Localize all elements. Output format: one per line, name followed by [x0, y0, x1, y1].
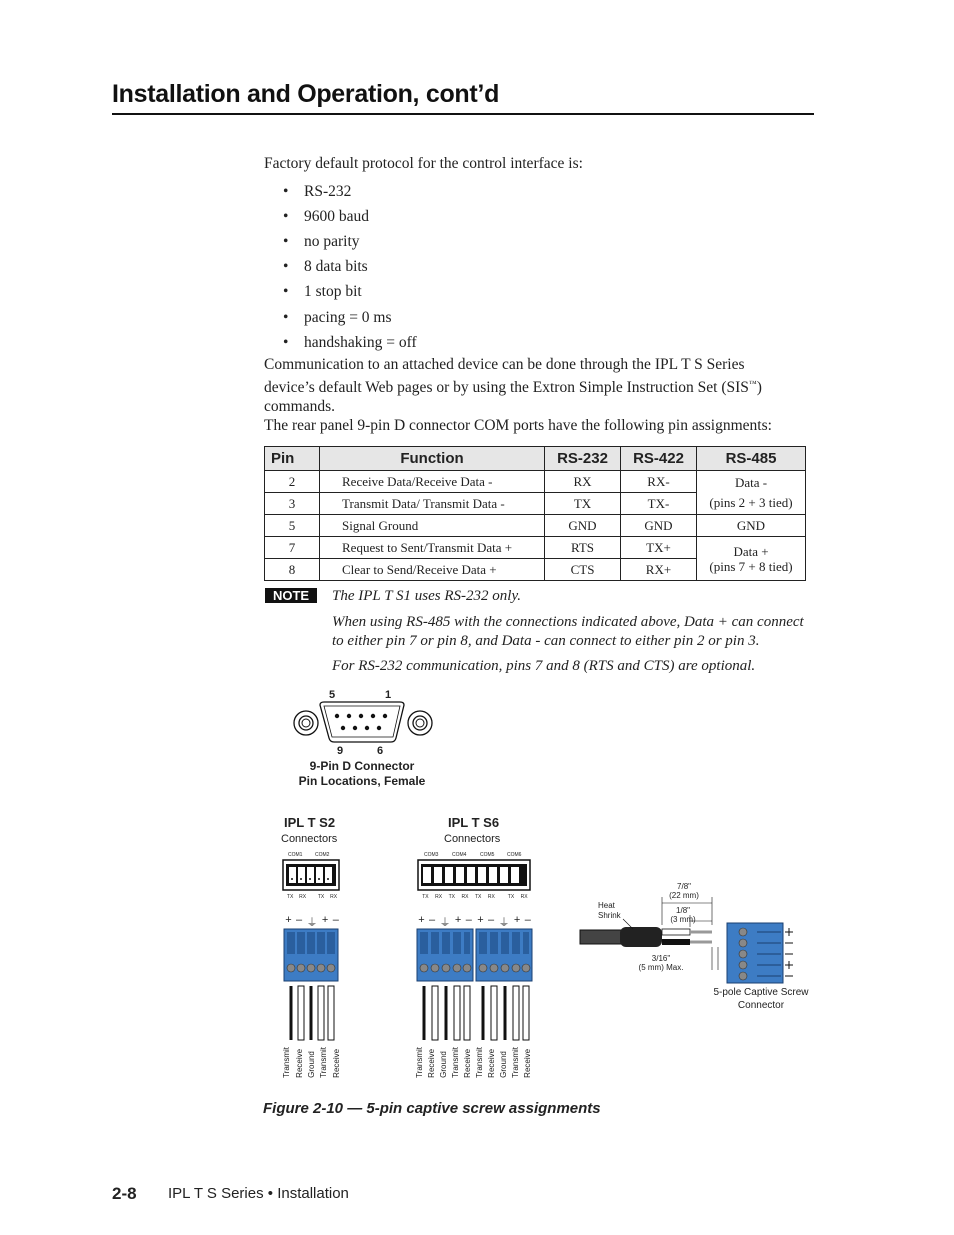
polarity-mark: ⏚ — [498, 917, 510, 929]
pin-label: TX — [507, 894, 515, 900]
trademark-mark: ™ — [748, 379, 757, 388]
note-line-3: For RS-232 communication, pins 7 and 8 (RTS and CTS) are optional. — [332, 658, 756, 674]
label-line: 3/16" — [651, 954, 671, 963]
dsub-pin-5-label: 5 — [329, 689, 336, 701]
wire-prep-diagram — [575, 885, 815, 985]
cell-rs485-data-minus — [697, 471, 806, 515]
s6-pin-labels — [419, 894, 531, 900]
rs485-label: Data + — [733, 543, 769, 559]
label-line: Heat — [598, 901, 615, 910]
dim-7-8-label — [664, 882, 704, 900]
captive-screw-connector-side — [727, 923, 793, 983]
label-line: Connector — [737, 1000, 785, 1011]
note-line-1: The IPL T S1 uses RS-232 only. — [332, 588, 522, 604]
col-header-rs422: RS-422 — [621, 447, 697, 471]
s2-subtitle: Connectors — [281, 833, 338, 845]
polarity-mark: ⏚ — [439, 917, 451, 929]
pin-label: RX — [520, 894, 528, 900]
cell-rs485-gnd: GND — [697, 515, 806, 537]
cell-rs422: RX- — [621, 471, 697, 493]
s2-title: IPL T S2 — [284, 815, 336, 830]
footer-page-number: 2-8 — [112, 1184, 137, 1203]
dsub-shell — [320, 702, 404, 742]
rs485-pins: (pins 2 + 3 tied) — [709, 494, 793, 510]
cell-pin: 5 — [265, 515, 320, 537]
cell-rs422: TX- — [621, 493, 697, 515]
bullet-dot: • — [283, 283, 289, 300]
polarity-mark: – — [296, 914, 303, 926]
bullet-item: RS-232 — [304, 183, 352, 200]
pin-label: RX — [487, 894, 495, 900]
dim-1-8-label — [667, 906, 699, 924]
wire-insulation-bottom — [662, 939, 690, 945]
dsub-caption — [270, 759, 454, 789]
dsub-caption-line: 9-Pin D Connector — [309, 759, 415, 773]
bullet-item: pacing = 0 ms — [304, 309, 392, 326]
wire-label: Receive — [294, 1048, 304, 1078]
note-line: When using RS-485 with the connections indicated above, Data + can connect — [332, 614, 804, 630]
wire-label: Receive — [487, 1048, 496, 1078]
dsub-pin-1-label: 1 — [385, 689, 392, 701]
wire-label: Transmit — [282, 1047, 292, 1078]
para-line-text: device’s default Web pages or by using the Extron Simple Instruction Set (SIS — [264, 379, 749, 397]
label-line: (22 mm) — [669, 891, 699, 900]
col-header-rs485: RS-485 — [697, 447, 806, 471]
polarity-mark: + — [285, 914, 292, 926]
polarity-mark: + — [454, 914, 462, 926]
label-line: 5-pole Captive Screw — [713, 987, 809, 998]
pin-label: RX — [330, 894, 338, 900]
bullet-dot: • — [283, 233, 289, 250]
para-line-close: ) — [756, 379, 762, 397]
cell-function: Receive Data/Receive Data - — [320, 471, 545, 493]
cell-rs422: RX+ — [621, 559, 697, 581]
label-line: (3 mm) — [670, 915, 696, 924]
bullet-dot: • — [283, 334, 289, 351]
footer-text: IPL T S Series • Installation — [168, 1185, 349, 1202]
note-line: to either pin 7 or pin 8, and Data - can connect to either pin 2 or pin 3. — [332, 633, 760, 649]
wire-label: Receive — [523, 1048, 532, 1078]
cell-function: Signal Ground — [320, 515, 545, 537]
wire-label: Receive — [463, 1048, 472, 1078]
rs485-pins: (pins 7 + 8 tied) — [709, 558, 793, 574]
bullet-item: 8 data bits — [304, 258, 368, 275]
cell-function: Request to Sent/Transmit Data + — [320, 537, 545, 559]
col-header-pin: Pin — [265, 447, 320, 471]
bullet-item: 1 stop bit — [304, 283, 362, 300]
wire-label: Ground — [499, 1051, 508, 1078]
cell-rs232: RTS — [545, 537, 621, 559]
polarity-mark: + — [513, 914, 521, 926]
wire-label: Receive — [331, 1048, 341, 1078]
wire-label: Transmit — [475, 1047, 484, 1078]
mount-screw-left — [294, 711, 318, 735]
table-row — [265, 537, 806, 559]
pin-label: RX — [299, 894, 307, 900]
cell-rs485-data-plus — [697, 537, 806, 581]
bullet-dot: • — [283, 208, 289, 225]
s6-com6-label: COM6 — [507, 852, 522, 858]
table-row — [265, 471, 806, 493]
pin-label: TX — [422, 894, 429, 900]
mount-screw-right — [408, 711, 432, 735]
cell-rs422: TX+ — [621, 537, 697, 559]
cell-rs232: TX — [545, 493, 621, 515]
s6-wire-labels-a — [414, 1047, 474, 1078]
label-line: 7/8" — [677, 882, 691, 891]
cell-rs232: CTS — [545, 559, 621, 581]
cell-rs232: RX — [545, 471, 621, 493]
s2-pin-labels — [284, 894, 340, 900]
paragraph-communication — [264, 355, 824, 416]
s6-wire-labels-b — [474, 1047, 534, 1078]
polarity-mark: + — [477, 914, 484, 926]
title-rule — [112, 113, 814, 115]
wire-label: Transmit — [511, 1047, 520, 1078]
s2-rear-panel-block — [282, 858, 340, 892]
intro-text: Factory default protocol for the control interface is: — [264, 155, 583, 172]
wire-label: Ground — [306, 1051, 316, 1078]
s2-com1-label: COM1 — [288, 852, 303, 858]
wire-label: Receive — [427, 1048, 436, 1078]
cell-pin: 8 — [265, 559, 320, 581]
polarity-mark: – — [465, 914, 472, 926]
bullet-item: handshaking = off — [304, 334, 417, 351]
s6-com4-label: COM4 — [452, 852, 467, 858]
cell-pin: 3 — [265, 493, 320, 515]
col-header-rs232: RS-232 — [545, 447, 621, 471]
bullet-item: no parity — [304, 233, 360, 250]
wire-label: Transmit — [451, 1047, 460, 1078]
col-header-function: Function — [320, 447, 545, 471]
note-badge: NOTE — [265, 588, 317, 603]
bullet-dot: • — [283, 183, 289, 200]
pin-label: TX — [448, 894, 455, 900]
bullet-item: 9600 baud — [304, 208, 370, 225]
dim-3-16-label — [631, 954, 691, 972]
wire-label: Ground — [439, 1051, 448, 1078]
s2-com2-label: COM2 — [315, 852, 330, 858]
pin-label: TX — [317, 894, 325, 900]
polarity-mark: – — [429, 914, 436, 926]
label-line: (5 mm) Max. — [638, 963, 684, 972]
s6-com3-label: COM3 — [424, 852, 439, 858]
para-line — [264, 374, 824, 397]
wire-insulation-top — [662, 929, 690, 935]
rs485-label: Data - — [734, 474, 768, 490]
s6-com5-label: COM5 — [480, 852, 495, 858]
s2-captive-connector — [283, 928, 339, 1048]
polarity-mark: – — [332, 914, 339, 926]
table-header-row — [265, 447, 806, 471]
bullet-dot: • — [283, 309, 289, 326]
cell-rs232: GND — [545, 515, 621, 537]
figure-caption: Figure 2-10 — 5-pin captive screw assignments — [263, 1100, 601, 1117]
para-line: commands. — [264, 398, 336, 416]
dsub-connector-diagram — [290, 700, 440, 750]
s6-subtitle: Connectors — [444, 833, 501, 845]
cell-pin: 2 — [265, 471, 320, 493]
heat-shrink-label — [598, 901, 621, 921]
polarity-mark: + — [418, 914, 425, 926]
wire-label: Transmit — [319, 1047, 329, 1078]
s6-captive-connectors — [416, 928, 534, 1048]
pin-label: RX — [461, 894, 469, 900]
s6-rear-panel-block — [417, 858, 531, 892]
polarity-mark: + — [321, 914, 329, 926]
paragraph-pin-assignments: The rear panel 9-pin D connector COM ports have the following pin assignments: — [264, 417, 772, 434]
bullet-dot: • — [283, 258, 289, 275]
cell-function: Transmit Data/ Transmit Data - — [320, 493, 545, 515]
wire-label: Transmit — [415, 1047, 424, 1078]
table-row — [265, 515, 806, 537]
dsub-pin-9-label: 9 — [337, 745, 344, 757]
page-title: Installation and Operation, cont’d — [112, 80, 500, 108]
pin-label: TX — [474, 894, 482, 900]
polarity-mark: ⏚ — [306, 917, 318, 929]
dsub-caption-line: Pin Locations, Female — [298, 774, 426, 788]
pin-label: RX — [435, 894, 443, 900]
para-line: Communication to an attached device can be done through the IPL T S Series — [264, 356, 745, 373]
cell-function: Clear to Send/Receive Data + — [320, 559, 545, 581]
dsub-pin-6-label: 6 — [377, 745, 384, 757]
heat-shrink — [620, 927, 662, 947]
cell-rs422: GND — [621, 515, 697, 537]
pin-assignment-table — [264, 446, 806, 581]
label-line: Shrink — [598, 911, 621, 920]
pin-label: TX — [286, 894, 294, 900]
s6-title: IPL T S6 — [448, 815, 500, 830]
note-paragraph-2 — [332, 613, 812, 651]
label-line: 1/8" — [676, 906, 690, 915]
captive-screw-caption — [700, 986, 822, 1012]
polarity-mark: – — [488, 914, 495, 926]
polarity-mark: – — [524, 914, 531, 926]
s2-wire-labels — [281, 1047, 343, 1078]
cell-pin: 7 — [265, 537, 320, 559]
